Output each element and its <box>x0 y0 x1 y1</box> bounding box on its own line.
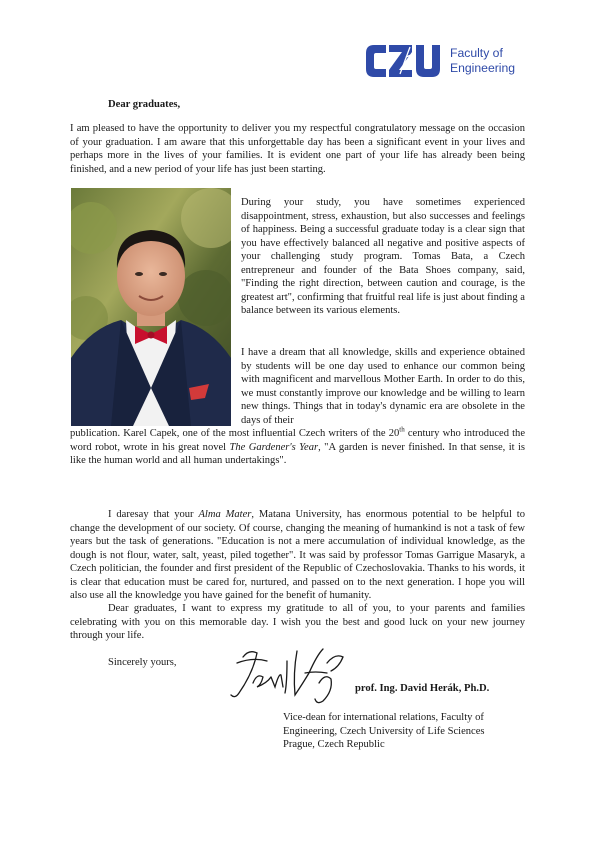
faculty-name-line2: Engineering <box>450 60 516 75</box>
p4-text-a: I daresay that your <box>108 509 199 520</box>
p4-text-b: , Matana University, has enormous potential to be helpful to change the development of our society. Of course, changing the meaning of humankind is not a task of few years but the task of generations. "Education is not a mere accumulation of individual knowledge, as the dough is not flour, water, salt, yeast, piled together". It was said by professor Tomas Garrigue Masaryk, a Czech politician, the founder and first president of the Republic of Czechoslovakia. Thanks to his words, it is clear that education must be cared for, nurtured, and passed on to the next generation. I hope you will also use all the knowledge you have gained for the benefit of humanity. <box>70 509 525 602</box>
czu-logo <box>364 41 544 83</box>
p3-text-b: century who introduced the word robot, wrote in his great novel <box>70 428 525 453</box>
czu-logo-mark <box>364 41 442 81</box>
p3-text-c: , "A garden is never finished. In that sense, it is like the human world and all human undertakings". <box>70 441 526 467</box>
closing-phrase: Sincerely yours, <box>108 657 177 668</box>
role-line-2: Engineering, Czech University of Life Sciences <box>283 725 485 737</box>
alma-mater-term: Alma Mater <box>198 509 252 520</box>
paragraph-4 <box>70 508 525 603</box>
paragraph-5: Dear graduates, I want to express my gratitude to all of you, to your parents and families celebrating with you on this memorable day. I wish you the best and good luck on your new journey through your life. <box>70 603 525 642</box>
p3-text-a: publication. Karel Capek, one of the most influential Czech writers of the 20 <box>70 428 400 439</box>
paragraph-3-part1: I have a dream that all knowledge, skills and experience obtained by students will be one day used to enhance our common being with magnificent and marvellous Mother Earth. In order to do this, we must constantly improve our knowledge and be willing to learn new things. Things that in today's dynamic era are obsolete in the days of their <box>241 347 525 426</box>
portrait-image <box>71 188 231 426</box>
role-line-3: Prague, Czech Republic <box>283 739 385 751</box>
signer-role <box>283 711 525 752</box>
paragraph-3-part2 <box>70 427 525 468</box>
signer-name: prof. Ing. David Herák, Ph.D. <box>355 683 490 694</box>
portrait-photo <box>71 188 231 426</box>
book-title: The Gardener's Year <box>229 441 319 453</box>
faculty-name-line1: Faculty of <box>450 46 503 60</box>
paragraph-1: I am pleased to have the opportunity to deliver you my respectful congratulatory message on the occasion of your graduation. I am aware that this unforgettable day has been a significant event in your lives and perhaps more in the lives of your families. It is evident one part of your life has already been being finished, and a new period of your life has just been starting. <box>70 123 525 175</box>
salutation: Dear graduates, <box>108 99 181 110</box>
faculty-name <box>450 46 515 75</box>
role-line-1: Vice-dean for international relations, Faculty of <box>283 712 484 723</box>
paragraph-2: During your study, you have sometimes experienced disappointment, stress, exhaustion, but also successes and feelings of happiness. Being a successful graduate today is a clear sign that you have effectively balanced all negative and positive aspects of your challenging study program. Tomas Bata, a Czech entrepreneur and founder of the Bata Shoes company, said, "Finding the right direction, between caution and courage, is the greatest art", confirming that fruitful real life is just about finding a balance between its various elements. <box>241 197 525 317</box>
p3-superscript: th <box>399 425 405 434</box>
handwritten-signature <box>223 643 353 705</box>
